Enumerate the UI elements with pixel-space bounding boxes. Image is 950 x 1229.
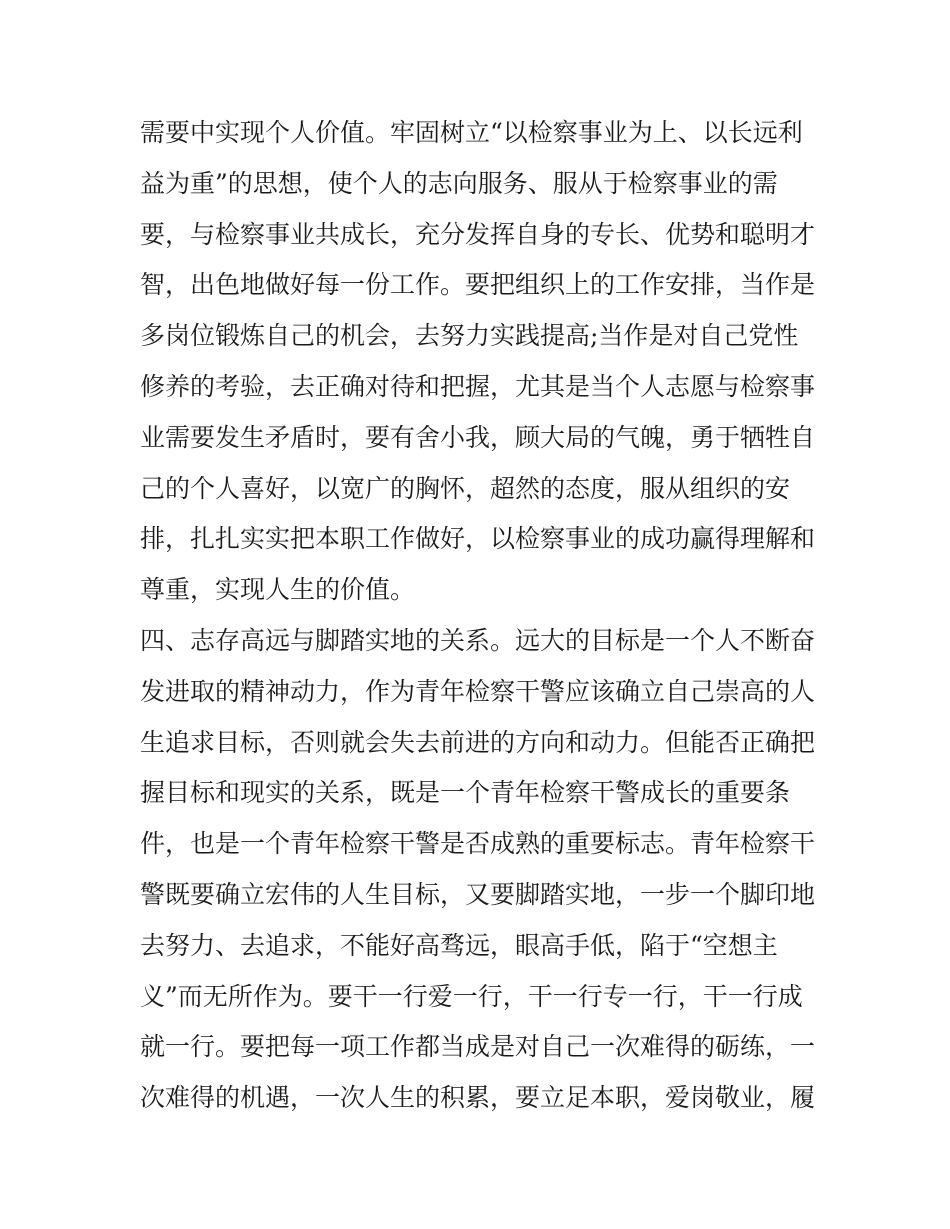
text-line: 生追求目标，否则就会失去前进的方向和动力。但能否正确把	[140, 727, 816, 757]
text-line: 发进取的精神动力，作为青年检察干警应该确立自己崇高的人	[140, 676, 816, 706]
text-line: 要，与检察事业共成长，充分发挥自身的专长、优势和聪明才	[140, 219, 816, 249]
text-line: 警既要确立宏伟的人生目标，又要脚踏实地，一步一个脚印地	[140, 879, 816, 909]
body-text	[140, 108, 830, 1124]
text-line: 排，扎扎实实把本职工作做好，以检察事业的成功赢得理解和	[140, 524, 816, 554]
text-line: 次难得的机遇，一次人生的积累，要立足本职，爱岗敬业，履	[140, 1083, 816, 1113]
text-line: 握目标和现实的关系，既是一个青年检察干警成长的重要条	[140, 778, 791, 808]
text-line: 需要中实现个人价值。牢固树立“以检察事业为上、以长远利	[140, 118, 803, 147]
text-line: 去努力、去追求，不能好高骛远，眼高手低，陷于“空想主	[140, 930, 778, 960]
text-line: 修养的考验，去正确对待和把握，尤其是当个人志愿与检察事	[140, 371, 816, 401]
text-line: 尊重，实现人生的价值。	[140, 575, 416, 605]
text-line: 己的个人喜好，以宽广的胸怀，超然的态度，服从组织的安	[140, 473, 791, 503]
text-line: 业需要发生矛盾时，要有舍小我，顾大局的气魄，勇于牺牲自	[140, 422, 816, 452]
text-line: 多岗位锻炼自己的机会，去努力实践提高;当作是对自己党性	[140, 321, 799, 351]
section-heading-line: 四、志存高远与脚踏实地的关系。远大的目标是一个人不断奋	[140, 625, 816, 655]
text-line: 就一行。要把每一项工作都当成是对自己一次难得的砺练，一	[140, 1032, 816, 1062]
text-line: 益为重”的思想，使个人的志向服务、服从于检察事业的需	[140, 168, 778, 198]
text-line: 义”而无所作为。要干一行爱一行，干一行专一行，干一行成	[140, 981, 803, 1011]
text-line: 智，出色地做好每一份工作。要把组织上的工作安排，当作是	[140, 270, 816, 300]
text-line: 件，也是一个青年检察干警是否成熟的重要标志。青年检察干	[140, 829, 816, 859]
